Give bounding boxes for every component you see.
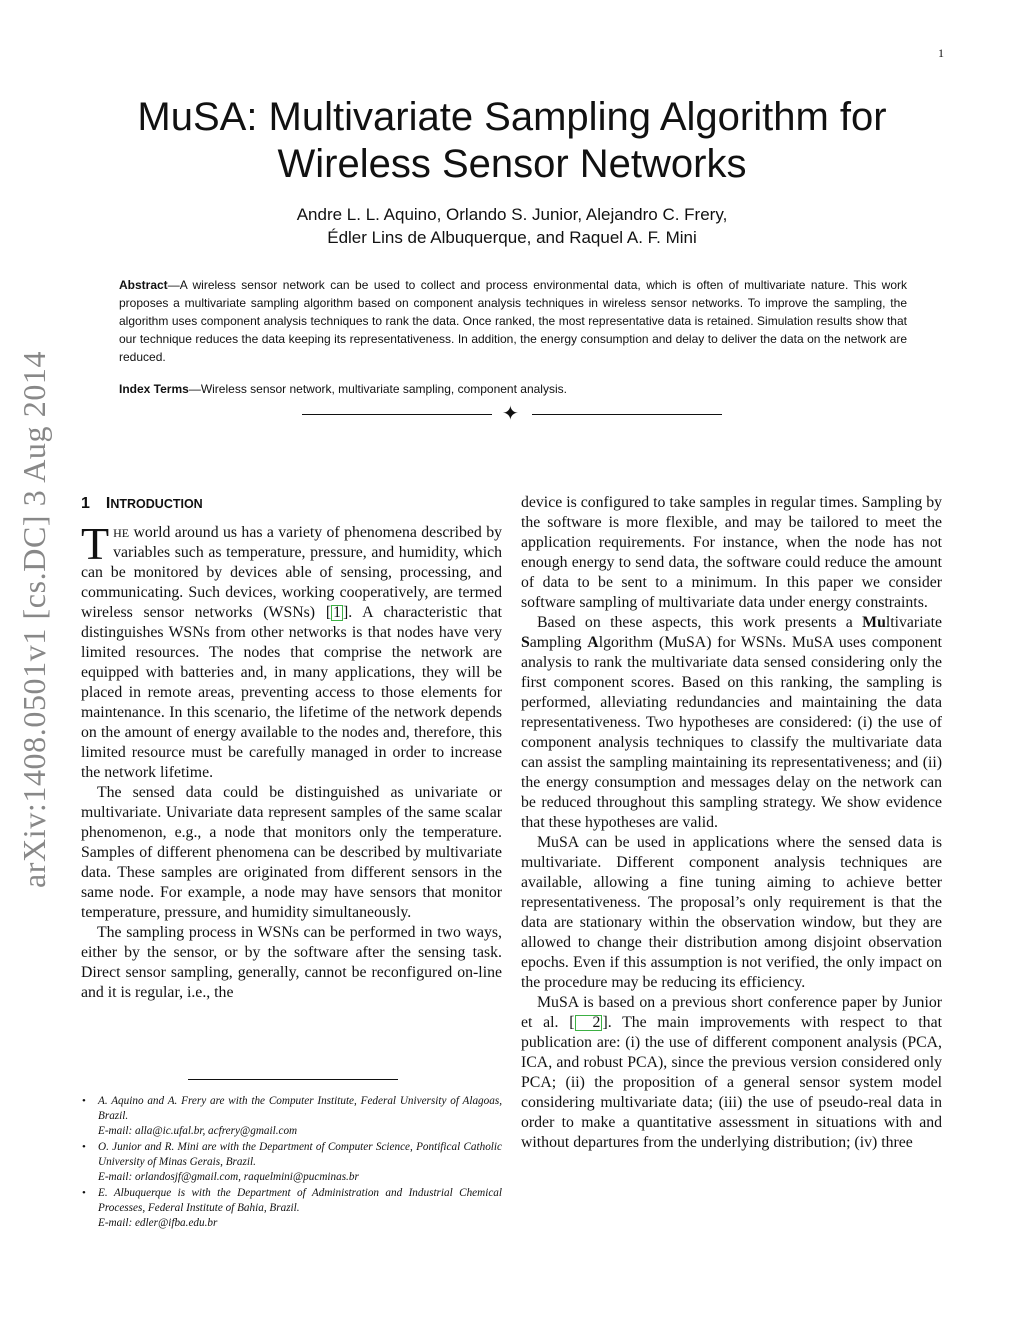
- footnote-item: [81, 1094, 502, 1139]
- musa-intro-text-a: Based on these aspects, this work presents a: [537, 614, 863, 631]
- improvements-text-b: ]. The main improvements with respect to that publication are: (i) the use of different component analysis (PCA, ICA, and robust PCA), since the previous version considered only PCA; (ii) the proposition of a general sensor system model considering multivariate data; (iii) the use of pseudo-real data in order to make a quantitative assessment in situations with and without departures from the underlying distribution; (iv) three: [521, 1014, 942, 1151]
- acronym-bold-s: S: [521, 634, 530, 651]
- musa-intro-text-d: lgorithm (MuSA) for WSNs. MuSA uses component analysis to rank the multivariate data sensed considering only the first component scores. Based on this ranking, the sampling is performed, alleviating redundancies and maintaining the data representativeness. Two hypotheses are considered: (i) the use of component analysis techniques to classify the multivariate data can assist the sampling maintaining its representativeness; and (ii) the energy consumption and messages delay on the network can be reduced throughout this sampling strategy. We show evidence that these hypotheses are valid.: [521, 634, 942, 831]
- body-paragraph-musa-intro: [521, 613, 942, 833]
- footnote-email: E-mail: orlandosjf@gmail.com, raquelmini@pucminas.br: [98, 1171, 359, 1183]
- abstract-text: —A wireless sensor network can be used to collect and process environmental data, which is often of multivariate nature. This work proposes a multivariate sampling algorithm based on component analysis techniques in wireless sensor networks. To improve the sampling, the algorithm uses component analysis techniques to rank the data. Once ranked, the most representative data is retained. Simulation results show that our technique reduces the data keeping its representativeness. In addition, the energy consumption and delay to deliver the data on the network are reduced.: [119, 278, 907, 364]
- right-text-column: [521, 493, 942, 1153]
- intro-paragraph-1-text-b: ]. A characteristic that distinguishes WSNs from other networks is that nodes have very limited resources. The nodes that comprise the network are equipped with batteries and, in many applications, they will be placed in remote areas, preventing access to those elements for maintenance. In this scenario, the lifetime of the network depends on the amount of energy available to the nodes and, therefore, this limited resource must be carefully managed in order to increase the network lifetime.: [81, 604, 502, 781]
- index-terms: [119, 380, 907, 398]
- index-terms-label: Index Terms: [119, 382, 189, 396]
- footnote-item: [81, 1140, 502, 1185]
- footnote-bullet: •: [82, 1141, 86, 1153]
- intro-paragraph-1: [81, 518, 502, 783]
- body-paragraph-continued: device is configured to take samples in regular times. Sampling by the software is more flexible, and may be tailored to meet the application requirements. For instance, when the node has not enough energy to send data, the software could reduce the amount of data to be sent to a minimum. In this paper we consider software sampling of multivariate data under energy constraints.: [521, 494, 942, 611]
- section-heading-introduction: [81, 493, 502, 515]
- author-line-1: Andre L. L. Aquino, Orlando S. Junior, Alejandro C. Frery,: [296, 205, 728, 224]
- paper-title-line-1: MuSA: Multivariate Sampling Algorithm for: [137, 95, 887, 139]
- drop-cap: T: [81, 518, 110, 569]
- body-paragraph-applications: MuSA can be used in applications where the sensed data is multivariate. Different component analysis techniques are available, allowing a fine tuning aiming to achieve better representativeness. The proposal’s only requirement is that the data are stationary within the observation window, but they are allowed to change their distribution among disjoint observation epochs. Even if this assumption is not verified, the only impact on the procedure may be reducing its efficiency.: [521, 834, 942, 991]
- intro-paragraph-3: The sampling process in WSNs can be performed in two ways, either by the sensor, or by the software after the sensing task. Direct sensor sampling, generally, cannot be reconfigured on-line and it is regular, i.e., the: [81, 924, 502, 1001]
- abstract: [119, 276, 907, 366]
- divider-rule-right: [532, 414, 722, 415]
- section-divider-ornament: [300, 404, 724, 426]
- musa-intro-text-c: ampling: [529, 634, 588, 651]
- left-text-column: [81, 493, 502, 1003]
- footnote-separator: [188, 1079, 398, 1080]
- body-paragraph-improvements: [521, 993, 942, 1153]
- abstract-label: Abstract: [119, 278, 168, 292]
- citation-link-2[interactable]: 2: [575, 1015, 603, 1031]
- page-number: 1: [938, 46, 944, 60]
- acronym-bold-a: A: [587, 634, 599, 651]
- index-terms-text: —Wireless sensor network, multivariate sampling, component analysis.: [188, 382, 567, 396]
- footnote-item: [81, 1186, 502, 1231]
- footnote-affiliation: A. Aquino and A. Frery are with the Computer Institute, Federal University of Alagoas, Brazil.: [98, 1095, 502, 1122]
- section-number: 1: [81, 495, 90, 512]
- author-affiliation-footnotes: [81, 1094, 502, 1232]
- footnote-affiliation: E. Albuquerque is with the Department of Administration and Industrial Chemical Processes, Federal Institute of Bahia, Brazil.: [98, 1187, 502, 1214]
- footnote-email: E-mail: edler@ifba.edu.br: [98, 1217, 218, 1229]
- footnote-bullet: •: [82, 1095, 86, 1107]
- author-list: [80, 203, 944, 249]
- footnote-bullet: •: [82, 1187, 86, 1199]
- section-title-initial: I: [105, 495, 111, 512]
- citation-link-1[interactable]: 1: [333, 604, 341, 621]
- intro-paragraph-1-text-a: world around us has a variety of phenomena described by variables such as temperature, pressure, and humidity, which can be monitored by devices able of sensing, processing, and communicating. Such devices, working cooperatively, are termed wireless sensor networks (WSNs) [: [81, 524, 502, 621]
- acronym-bold-mu: Mu: [862, 614, 886, 631]
- intro-paragraph-2: The sensed data could be distinguished as univariate or multivariate. Univariate data represent samples of the same scalar phenomenon, e.g., a node that monitors only the temperature. Samples of different phenomena can be described by multivariate data. These samples are originated from different sensors in the same node. For example, a node may have sensors that monitor temperature, pressure, and humidity simultaneously.: [81, 784, 502, 921]
- paper-title: [80, 94, 944, 188]
- footnote-affiliation: O. Junior and R. Mini are with the Department of Computer Science, Pontifical Catholic University of Minas Gerais, Brazil.: [98, 1141, 502, 1168]
- divider-star-icon: ✦: [502, 403, 519, 425]
- section-title-rest: NTRODUCTION: [110, 497, 203, 511]
- paper-title-line-2: Wireless Sensor Networks: [277, 142, 747, 186]
- arxiv-identifier-stamp[interactable]: arXiv:1408.0501v1 [cs.DC] 3 Aug 2014: [16, 350, 52, 888]
- divider-rule-left: [302, 414, 492, 415]
- drop-cap-smallcaps: HE: [113, 526, 130, 540]
- author-line-2: Édler Lins de Albuquerque, and Raquel A. F. Mini: [327, 228, 697, 247]
- footnote-email: E-mail: alla@ic.ufal.br, acfrery@gmail.com: [98, 1125, 298, 1137]
- improvements-text-a: MuSA is based on a previous short conference paper by Junior et al. [: [521, 994, 942, 1031]
- musa-intro-text-b: ltivariate: [885, 614, 942, 631]
